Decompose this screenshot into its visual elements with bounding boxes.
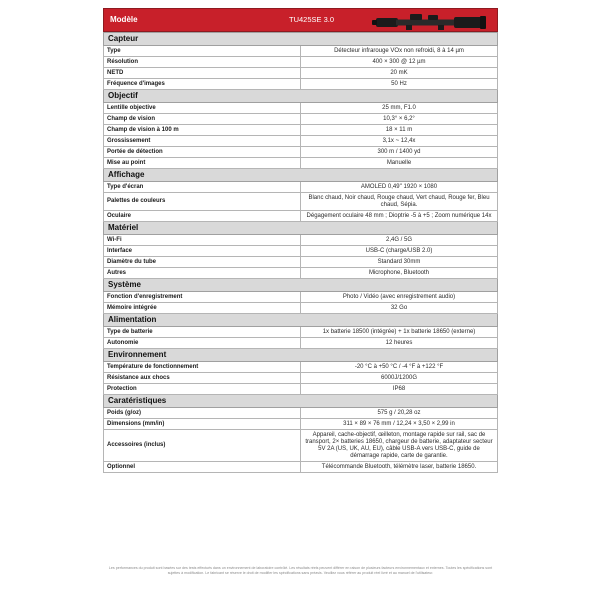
- section-title: Environnement: [104, 349, 498, 362]
- spec-row: [104, 338, 498, 349]
- spec-table: [103, 32, 498, 473]
- spec-label: Fonction d'enregistrement: [104, 292, 301, 303]
- spec-label: Grossissement: [104, 136, 301, 147]
- spec-row: [104, 268, 498, 279]
- spec-value: 3,1x ~ 12,4x: [301, 136, 498, 147]
- spec-row: [104, 211, 498, 222]
- spec-row: [104, 79, 498, 90]
- spec-row: [104, 235, 498, 246]
- spec-row: [104, 462, 498, 473]
- spec-row: [104, 125, 498, 136]
- spec-label: Optionnel: [104, 462, 301, 473]
- section-header: [104, 279, 498, 292]
- spec-label: Interface: [104, 246, 301, 257]
- spec-row: [104, 114, 498, 125]
- section-title: Affichage: [104, 169, 498, 182]
- spec-value: Dégagement oculaire 48 mm ; Dioptrie -5 à +5 ; Zoom numérique 14x: [301, 211, 498, 222]
- spec-label: Résistance aux chocs: [104, 373, 301, 384]
- spec-label: Diamètre du tube: [104, 257, 301, 268]
- spec-value: 20 mK: [301, 68, 498, 79]
- spec-row: [104, 373, 498, 384]
- spec-row: [104, 147, 498, 158]
- spec-row: [104, 430, 498, 462]
- spec-label: Autonomie: [104, 338, 301, 349]
- spec-value: Appareil, cache-objectif, œilleton, montage rapide sur rail, sac de transport, 2× batteries 18650, chargeur de batterie, adaptateur secteur 5V 2A (US, UK, AU, EU), câble USB-A vers USB-C, guide de démarrage rapide, carte de garantie.: [301, 430, 498, 462]
- section-title: Alimentation: [104, 314, 498, 327]
- spec-row: [104, 57, 498, 68]
- spec-row: [104, 408, 498, 419]
- spec-value: 25 mm, F1.0: [301, 103, 498, 114]
- spec-label: Résolution: [104, 57, 301, 68]
- spec-value: 32 Go: [301, 303, 498, 314]
- spec-label: Champ de vision: [104, 114, 301, 125]
- spec-label: Protection: [104, 384, 301, 395]
- section-header: [104, 222, 498, 235]
- spec-label: Lentille objective: [104, 103, 301, 114]
- spec-label: Autres: [104, 268, 301, 279]
- spec-row: [104, 136, 498, 147]
- spec-label: NETD: [104, 68, 301, 79]
- spec-row: [104, 257, 498, 268]
- spec-value: 575 g / 20,28 oz: [301, 408, 498, 419]
- section-title: Capteur: [104, 33, 498, 46]
- spec-value: 311 × 89 × 76 mm / 12,24 × 3,50 × 2,99 in: [301, 419, 498, 430]
- section-header: [104, 349, 498, 362]
- spec-row: [104, 362, 498, 373]
- spec-value: 10,3° × 6,2°: [301, 114, 498, 125]
- model-label: Modèle: [110, 15, 138, 24]
- section-title: Matériel: [104, 222, 498, 235]
- spec-label: Type d'écran: [104, 182, 301, 193]
- spec-label: Champ de vision à 100 m: [104, 125, 301, 136]
- spec-value: 2,4G / 5G: [301, 235, 498, 246]
- section-header: [104, 33, 498, 46]
- spec-value: 18 × 11 m: [301, 125, 498, 136]
- thermal-scope-product-image: [366, 10, 496, 32]
- spec-row: [104, 246, 498, 257]
- spec-value: Standard 30mm: [301, 257, 498, 268]
- spec-row: [104, 46, 498, 57]
- spec-value: 6000J/1200G: [301, 373, 498, 384]
- spec-value: Manuelle: [301, 158, 498, 169]
- spec-value: 12 heures: [301, 338, 498, 349]
- spec-label: Mise au point: [104, 158, 301, 169]
- spec-label: Portée de détection: [104, 147, 301, 158]
- spec-label: Type de batterie: [104, 327, 301, 338]
- spec-row: [104, 419, 498, 430]
- spec-value: 400 × 300 @ 12 µm: [301, 57, 498, 68]
- spec-value: 50 Hz: [301, 79, 498, 90]
- spec-row: [104, 292, 498, 303]
- spec-value: AMOLED 0,49'' 1920 × 1080: [301, 182, 498, 193]
- spec-label: Température de fonctionnement: [104, 362, 301, 373]
- spec-label: Accessoires (inclus): [104, 430, 301, 462]
- spec-label: Fréquence d'images: [104, 79, 301, 90]
- spec-value: USB-C (charge/USB 2.0): [301, 246, 498, 257]
- model-name: TU425SE 3.0: [289, 15, 335, 24]
- spec-value: Blanc chaud, Noir chaud, Rouge chaud, Vert chaud, Rouge fer, Bleu chaud, Sépia.: [301, 193, 498, 211]
- spec-value: Détecteur infrarouge VOx non refroidi, 8 à 14 µm: [301, 46, 498, 57]
- section-header: [104, 314, 498, 327]
- spec-value: 1x batterie 18500 (intégrée) + 1x batterie 18650 (externe): [301, 327, 498, 338]
- spec-label: Oculaire: [104, 211, 301, 222]
- spec-row: [104, 103, 498, 114]
- spec-label: Wi-Fi: [104, 235, 301, 246]
- spec-row: [104, 193, 498, 211]
- spec-row: [104, 182, 498, 193]
- section-title: Système: [104, 279, 498, 292]
- spec-row: [104, 158, 498, 169]
- spec-row: [104, 384, 498, 395]
- spec-row: [104, 303, 498, 314]
- spec-label: Palettes de couleurs: [104, 193, 301, 211]
- spec-label: Dimensions (mm/in): [104, 419, 301, 430]
- spec-value: 300 m / 1400 yd: [301, 147, 498, 158]
- spec-row: [104, 68, 498, 79]
- section-title: Caratéristiques: [104, 395, 498, 408]
- spec-label: Mémoire intégrée: [104, 303, 301, 314]
- spec-value: Microphone, Bluetooth: [301, 268, 498, 279]
- model-header: [103, 8, 498, 32]
- spec-value: Télécommande Bluetooth, télémètre laser, batterie 18650.: [301, 462, 498, 473]
- section-header: [104, 395, 498, 408]
- section-title: Objectif: [104, 90, 498, 103]
- spec-value: -20 °C à +50 °C / -4 °F à +122 °F: [301, 362, 498, 373]
- spec-label: Poids (g/oz): [104, 408, 301, 419]
- spec-sheet: [103, 8, 498, 473]
- spec-value: Photo / Vidéo (avec enregistrement audio): [301, 292, 498, 303]
- spec-label: Type: [104, 46, 301, 57]
- footer-disclaimer: Les performances du produit sont basées sur des tests effectués dans un environnement de laboratoire contrôlé. Les résultats réels peuvent différer en raison de plusieurs facteurs environnementaux et externes. Toutes les spécifications sont sujettes à modification. Le fabricant se réserve le droit de modifier les spécifications sans préavis. Veuillez vous référer au produit réel livré et au manuel de l'utilisateur.: [108, 566, 493, 575]
- spec-value: IP68: [301, 384, 498, 395]
- section-header: [104, 90, 498, 103]
- section-header: [104, 169, 498, 182]
- spec-row: [104, 327, 498, 338]
